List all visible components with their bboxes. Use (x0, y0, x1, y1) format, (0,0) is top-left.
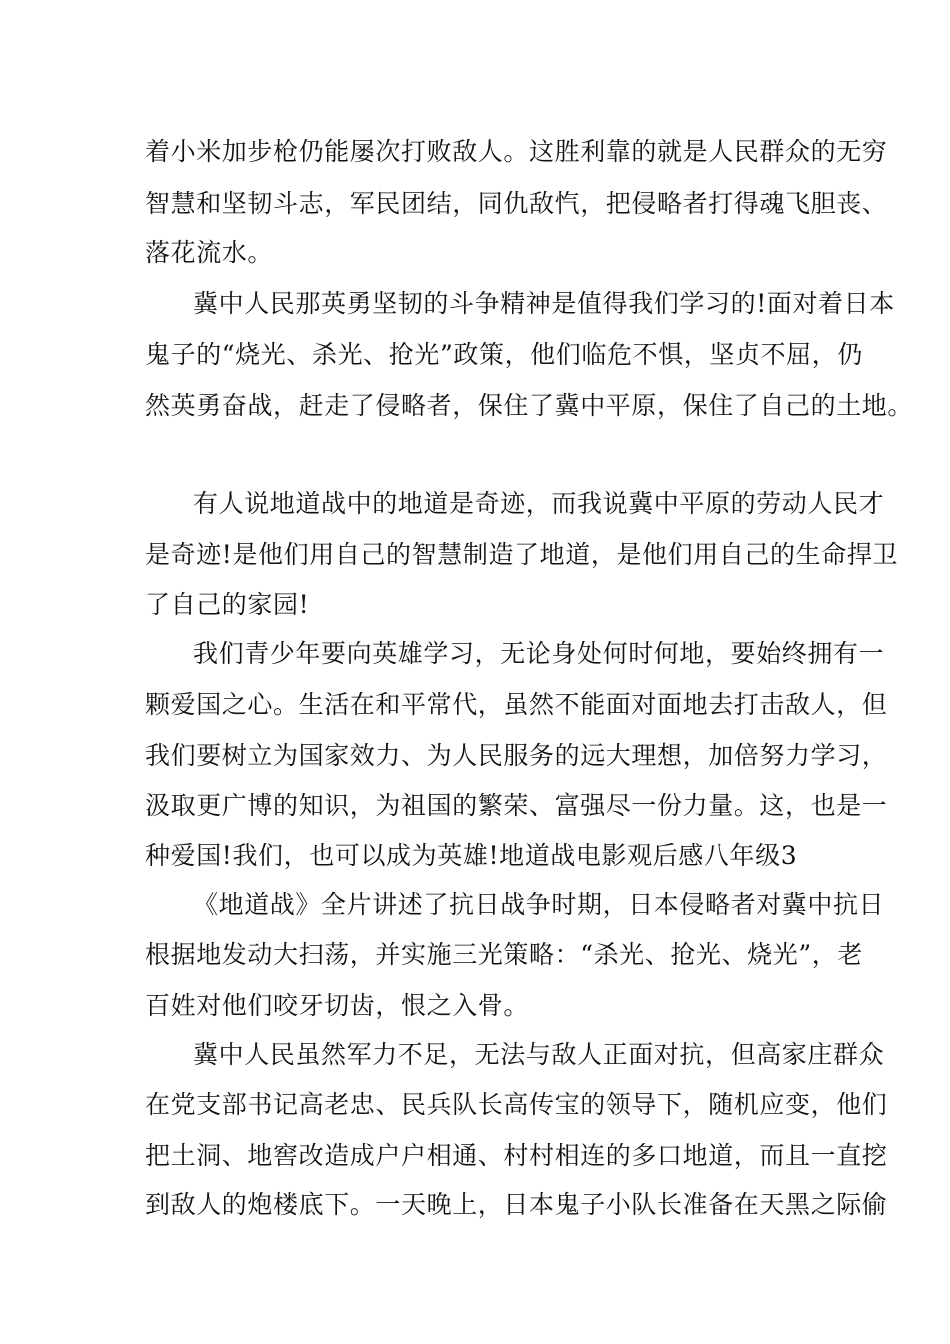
text-line: 了自己的家园! (145, 590, 310, 619)
text-line: 把土洞、地窖改造成户户相通、村村相连的多口地道，而且一直挖 (145, 1141, 888, 1170)
text-line: 根据地发动大扫荡，并实施三光策略：“杀光、抢光、烧光”，老 (145, 940, 863, 969)
text-line: 然英勇奋战，赶走了侵略者，保住了冀中平原，保住了自己的土地。 (145, 391, 914, 420)
text-line: 颗爱国之心。生活在和平常代，虽然不能面对面地去打击敌人，但 (145, 690, 888, 719)
text-line: 着小米加步枪仍能屡次打败敌人。这胜利靠的就是人民群众的无穷 (145, 137, 888, 166)
text-line: 冀中人民虽然军力不足，无法与敌人正面对抗，但高家庄群众 (193, 1040, 885, 1069)
text-line: 鬼子的“烧光、杀光、抢光”政策，他们临危不惧，坚贞不屈，仍 (145, 340, 863, 369)
text-line: 在党支部书记高老忠、民兵队长高传宝的领导下，随机应变，他们 (145, 1090, 888, 1119)
text-line: 到敌人的炮楼底下。一天晚上，日本鬼子小队长准备在天黑之际偷 (145, 1190, 888, 1219)
text-line: 智慧和坚韧斗志，军民团结，同仇敌忾，把侵略者打得魂飞胆丧、 (145, 189, 888, 218)
text-line: 我们要树立为国家效力、为人民服务的远大理想，加倍努力学习， (145, 741, 888, 770)
text-line: 百姓对他们咬牙切齿，恨之入骨。 (145, 991, 530, 1020)
text-line: 落花流水。 (145, 238, 274, 267)
text-line: 冀中人民那英勇坚韧的斗争精神是值得我们学习的!面对着日本 (193, 289, 895, 318)
text-line: 汲取更广博的知识，为祖国的繁荣、富强尽一份力量。这，也是一 (145, 791, 888, 820)
text-line: 是奇迹!是他们用自己的智慧制造了地道，是他们用自己的生命捍卫 (145, 540, 899, 569)
text-line: 种爱国!我们，也可以成为英雄!地道战电影观后感八年级3 (145, 841, 798, 870)
text-line: 《地道战》全片讲述了抗日战争时期，日本侵略者对冀中抗日 (193, 890, 885, 919)
text-line: 我们青少年要向英雄学习，无论身处何时何地，要始终拥有一 (193, 639, 885, 668)
text-line: 有人说地道战中的地道是奇迹，而我说冀中平原的劳动人民才 (193, 489, 885, 518)
